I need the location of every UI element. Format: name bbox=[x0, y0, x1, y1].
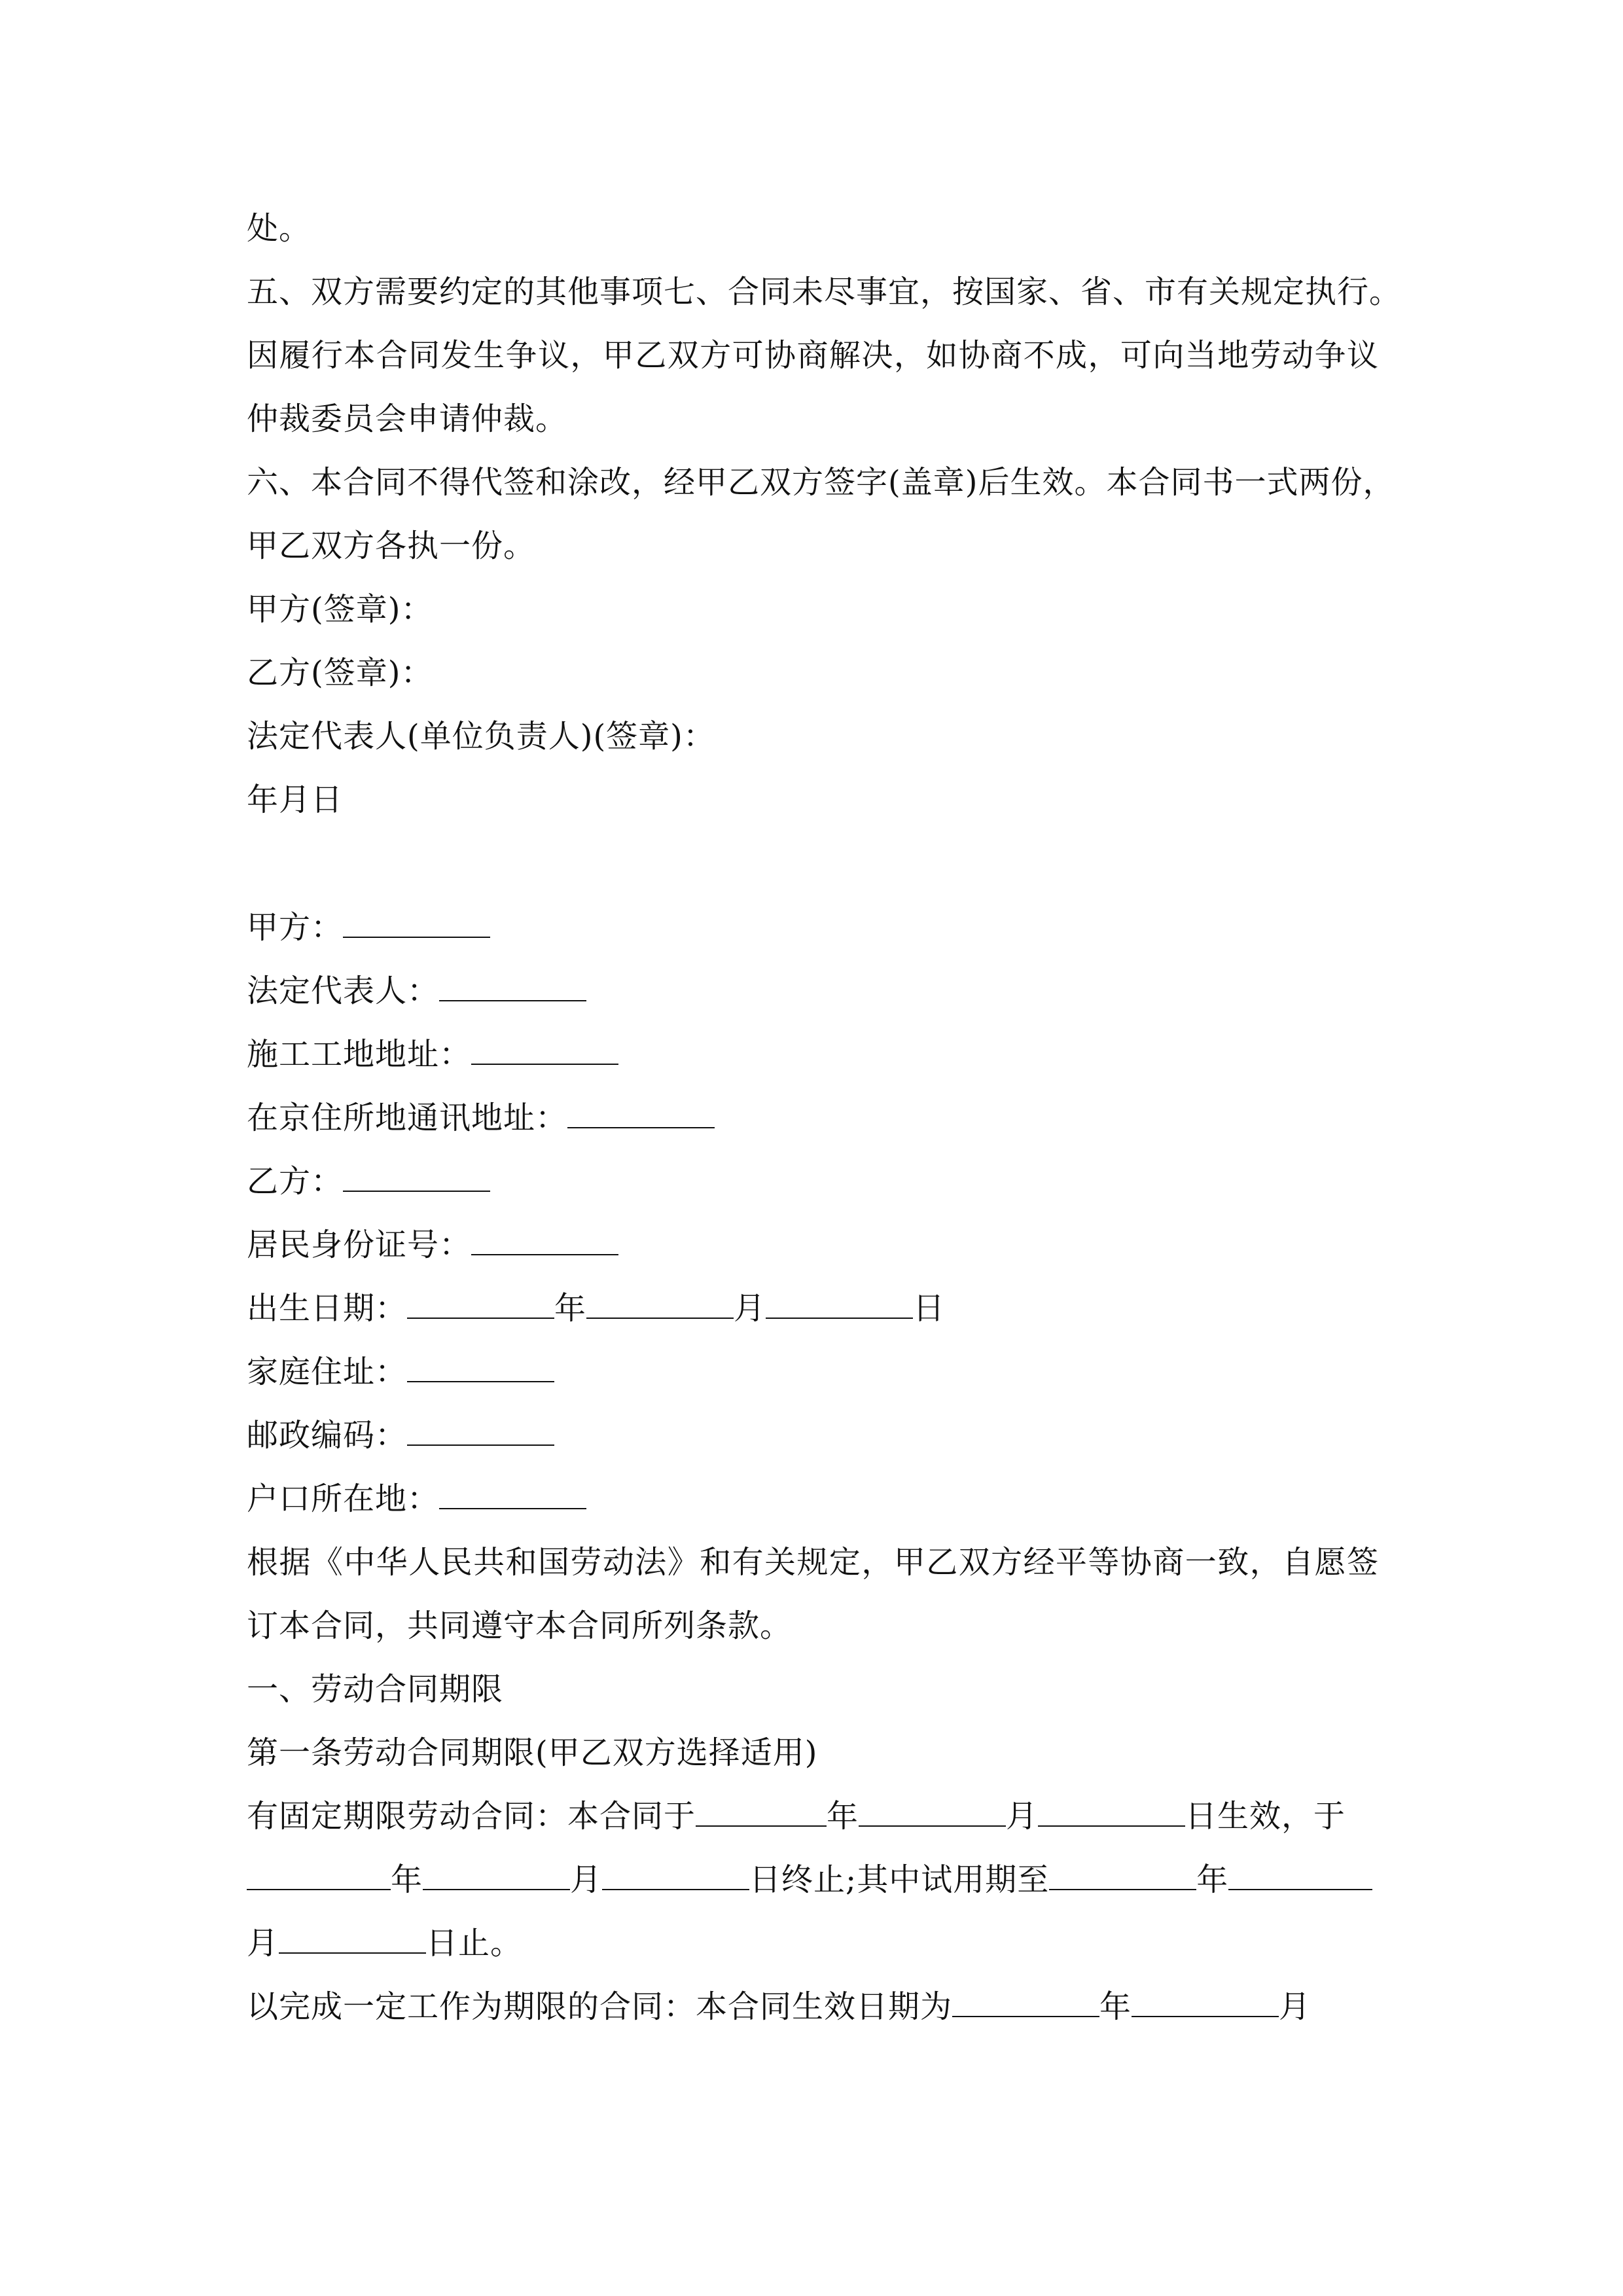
end-year-blank[interactable] bbox=[247, 1860, 391, 1890]
clause-five: 五、双方需要约定的其他事项七、合同未尽事宜，按国家、省、市有关规定执行。 bbox=[247, 274, 1402, 310]
party-a-label: 甲方： bbox=[247, 909, 344, 946]
party-b-signature-label: 乙方(签章)： bbox=[247, 655, 433, 691]
legal-rep-label: 法定代表人： bbox=[247, 973, 440, 1009]
year-word: 年 bbox=[391, 1861, 423, 1898]
site-address-field bbox=[247, 1035, 1379, 1074]
home-address-field bbox=[247, 1352, 1379, 1391]
postal-code-label: 邮政编码： bbox=[247, 1417, 408, 1454]
site-address-blank[interactable] bbox=[471, 1035, 618, 1065]
start-year-blank[interactable] bbox=[696, 1797, 827, 1827]
effective-text: 日生效，于 bbox=[1185, 1798, 1346, 1835]
probation-day-blank[interactable] bbox=[279, 1924, 426, 1954]
birth-day-blank[interactable] bbox=[766, 1289, 913, 1319]
article-heading: 第一条劳动合同期限(甲乙双方选择适用) bbox=[247, 1734, 818, 1771]
postal-code-blank[interactable] bbox=[407, 1416, 554, 1446]
household-registration-blank[interactable] bbox=[439, 1479, 586, 1509]
birth-date-label: 出生日期： bbox=[247, 1290, 408, 1327]
fixed-term-line-1 bbox=[247, 1797, 1379, 1836]
year-word: 年 bbox=[554, 1290, 587, 1327]
month-word: 月 bbox=[1006, 1798, 1039, 1835]
text-line: 订本合同，共同遵守本合同所列条款。 bbox=[247, 1607, 793, 1644]
legal-rep-signature-label: 法定代表人(单位负责人)(签章)： bbox=[247, 718, 715, 755]
day-word: 日 bbox=[913, 1290, 946, 1327]
month-word: 月 bbox=[247, 1925, 279, 1962]
task-start-year-blank[interactable] bbox=[952, 1987, 1099, 2017]
party-a-field bbox=[247, 908, 1379, 947]
fixed-term-line-2 bbox=[247, 1860, 1379, 1899]
task-based-label: 以完成一定工作为期限的合同：本合同生效日期为 bbox=[247, 1988, 953, 2025]
task-based-line bbox=[247, 1987, 1379, 2026]
text-line: 因履行本合同发生争议，甲乙双方可协商解决，如协商不成，可向当地劳动争议 bbox=[247, 337, 1379, 374]
section-heading: 一、劳动合同期限 bbox=[247, 1671, 504, 1708]
beijing-address-label: 在京住所地通讯地址： bbox=[247, 1100, 568, 1136]
date-label: 年月日 bbox=[247, 781, 344, 818]
start-day-blank[interactable] bbox=[1038, 1797, 1185, 1827]
legal-rep-blank[interactable] bbox=[439, 971, 586, 1001]
text-line: 甲乙双方各执一份。 bbox=[247, 528, 536, 564]
home-address-blank[interactable] bbox=[407, 1352, 554, 1382]
beijing-address-blank[interactable] bbox=[567, 1098, 715, 1128]
fixed-term-line-3 bbox=[247, 1924, 1379, 1963]
household-registration-field bbox=[247, 1479, 1379, 1518]
site-address-label: 施工工地地址： bbox=[247, 1036, 472, 1073]
start-month-blank[interactable] bbox=[859, 1797, 1006, 1827]
end-day-blank[interactable] bbox=[602, 1860, 749, 1890]
text-line: 仲裁委员会申请仲裁。 bbox=[247, 401, 568, 437]
fixed-term-label: 有固定期限劳动合同：本合同于 bbox=[247, 1798, 696, 1835]
party-a-signature-label: 甲方(签章)： bbox=[247, 591, 433, 628]
year-word: 年 bbox=[1099, 1988, 1132, 2025]
beijing-address-field bbox=[247, 1098, 1379, 1138]
task-start-month-blank[interactable] bbox=[1132, 1987, 1279, 2017]
party-b-blank[interactable] bbox=[343, 1162, 490, 1192]
id-number-field bbox=[247, 1225, 1379, 1265]
stop-text: 日止。 bbox=[426, 1925, 523, 1962]
birth-month-blank[interactable] bbox=[586, 1289, 734, 1319]
terminate-text: 日终止;其中试用期至 bbox=[749, 1861, 1050, 1898]
year-word: 年 bbox=[827, 1798, 859, 1835]
id-number-blank[interactable] bbox=[471, 1225, 618, 1255]
text-line: 处。 bbox=[247, 210, 312, 247]
probation-month-blank-a[interactable] bbox=[1228, 1860, 1372, 1890]
id-number-label: 居民身份证号： bbox=[247, 1227, 472, 1263]
month-word: 月 bbox=[734, 1290, 766, 1327]
birth-year-blank[interactable] bbox=[407, 1289, 554, 1319]
preamble: 根据《中华人民共和国劳动法》和有关规定，甲乙双方经平等协商一致，自愿签 bbox=[247, 1544, 1379, 1581]
household-registration-label: 户口所在地： bbox=[247, 1480, 440, 1517]
month-word: 月 bbox=[1279, 1988, 1311, 2025]
party-b-field bbox=[247, 1162, 1379, 1201]
year-word: 年 bbox=[1196, 1861, 1229, 1898]
legal-rep-field bbox=[247, 971, 1379, 1011]
clause-six: 六、本合同不得代签和涂改，经甲乙双方签字(盖章)后生效。本合同书一式两份， bbox=[247, 464, 1395, 501]
party-b-label: 乙方： bbox=[247, 1163, 344, 1200]
probation-year-blank[interactable] bbox=[1049, 1860, 1196, 1890]
home-address-label: 家庭住址： bbox=[247, 1354, 408, 1390]
party-a-blank[interactable] bbox=[343, 908, 490, 938]
end-month-blank[interactable] bbox=[423, 1860, 570, 1890]
postal-code-field bbox=[247, 1416, 1379, 1455]
month-word: 月 bbox=[570, 1861, 603, 1898]
birth-date-field bbox=[247, 1289, 1379, 1328]
